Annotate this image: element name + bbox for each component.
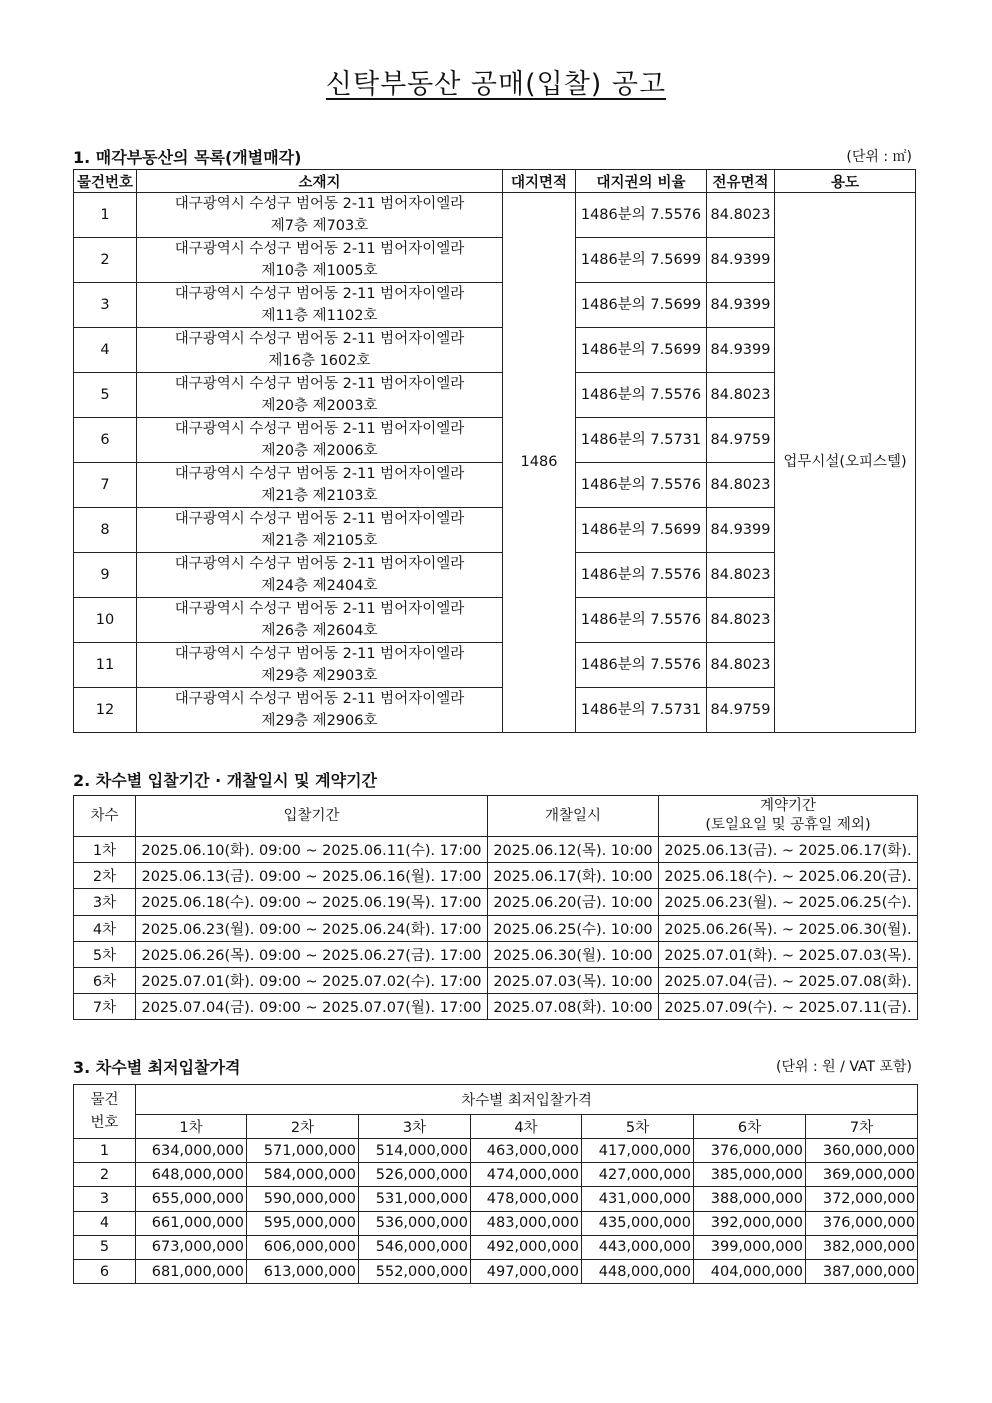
round-cell: 7차 [74, 994, 136, 1020]
header-item-no-line2: 번호 [90, 1114, 119, 1131]
location-line2: 제26층 제2604호 [261, 623, 378, 639]
exclusive-area-cell: 84.8023 [707, 643, 775, 688]
price-cell: 376,000,000 [806, 1211, 918, 1235]
location-cell [137, 418, 503, 463]
land-ratio-cell: 1486분의 7.5699 [576, 328, 707, 373]
location-line1: 대구광역시 수성구 범어동 2-11 범어자이엘라 [174, 241, 465, 257]
contract-period-cell: 2025.07.09(수). ~ 2025.07.11(금). [659, 994, 918, 1020]
price-cell: 613,000,000 [247, 1259, 359, 1283]
price-cell: 382,000,000 [806, 1235, 918, 1259]
land-ratio-cell: 1486분의 7.5576 [576, 463, 707, 508]
price-cell: 431,000,000 [582, 1187, 694, 1211]
item-no-cell: 7 [74, 463, 137, 508]
header-contract-line2: (토일요일 및 공휴일 제외) [705, 817, 871, 833]
location-line2: 제20층 제2003호 [261, 398, 378, 414]
location-cell [137, 508, 503, 553]
table-header-row [74, 170, 916, 193]
location-cell [137, 373, 503, 418]
section1-heading: 1. 매각부동산의 목록(개별매각) [73, 148, 302, 167]
round-cell: 5차 [74, 941, 136, 967]
usage-cell: 업무시설(오피스텔) [775, 193, 916, 733]
location-line1: 대구광역시 수성구 범어동 2-11 범어자이엘라 [174, 466, 465, 482]
table-row [74, 889, 918, 915]
item-no-cell: 10 [74, 598, 137, 643]
price-cell: 584,000,000 [247, 1163, 359, 1187]
contract-period-cell: 2025.06.26(목). ~ 2025.06.30(월). [659, 915, 918, 941]
location-line2: 제20층 제2006호 [261, 443, 378, 459]
bid-period-cell: 2025.07.01(화). 09:00 ~ 2025.07.02(수). 17:00 [136, 967, 488, 993]
price-cell: 497,000,000 [471, 1259, 582, 1283]
round-cell: 4차 [74, 915, 136, 941]
price-cell: 492,000,000 [471, 1235, 582, 1259]
table-row [74, 915, 918, 941]
min-price-table [73, 1084, 918, 1284]
price-cell: 376,000,000 [694, 1139, 806, 1163]
item-no-cell: 8 [74, 508, 137, 553]
header-round-6: 6차 [694, 1115, 806, 1139]
price-cell: 404,000,000 [694, 1259, 806, 1283]
item-no-cell: 4 [74, 328, 137, 373]
exclusive-area-cell: 84.8023 [707, 463, 775, 508]
section3-heading: 3. 차수별 최저입찰가격 [73, 1058, 241, 1077]
location-line2: 제21층 제2103호 [261, 488, 378, 504]
bid-period-cell: 2025.06.26(목). 09:00 ~ 2025.06.27(금). 17:00 [136, 941, 488, 967]
location-line2: 제24층 제2404호 [261, 578, 378, 594]
table-header-row [74, 1085, 918, 1115]
price-cell: 552,000,000 [359, 1259, 471, 1283]
land-ratio-cell: 1486분의 7.5576 [576, 553, 707, 598]
location-line1: 대구광역시 수성구 범어동 2-11 범어자이엘라 [174, 556, 465, 572]
location-line1: 대구광역시 수성구 범어동 2-11 범어자이엘라 [174, 376, 465, 392]
item-no-cell: 6 [74, 1259, 136, 1283]
header-item-no [74, 1085, 136, 1139]
item-no-cell: 4 [74, 1211, 136, 1235]
bid-period-cell: 2025.06.13(금). 09:00 ~ 2025.06.16(월). 17:00 [136, 863, 488, 889]
location-line1: 대구광역시 수성구 범어동 2-11 범어자이엘라 [174, 601, 465, 617]
price-cell: 478,000,000 [471, 1187, 582, 1211]
table-row [74, 1187, 918, 1211]
table-row [74, 1235, 918, 1259]
land-ratio-cell: 1486분의 7.5576 [576, 373, 707, 418]
price-cell: 443,000,000 [582, 1235, 694, 1259]
header-price-group: 차수별 최저입찰가격 [136, 1085, 918, 1115]
item-no-cell: 11 [74, 643, 137, 688]
opening-time-cell: 2025.06.20(금). 10:00 [488, 889, 659, 915]
price-cell: 655,000,000 [136, 1187, 247, 1211]
location-line1: 대구광역시 수성구 범어동 2-11 범어자이엘라 [174, 421, 465, 437]
header-item-no: 물건번호 [74, 170, 137, 193]
exclusive-area-cell: 84.9399 [707, 328, 775, 373]
location-cell [137, 328, 503, 373]
header-item-no-line1: 물건 [90, 1091, 119, 1108]
price-cell: 369,000,000 [806, 1163, 918, 1187]
price-cell: 388,000,000 [694, 1187, 806, 1211]
land-ratio-cell: 1486분의 7.5576 [576, 643, 707, 688]
location-line2: 제29층 제2903호 [261, 668, 378, 684]
location-line2: 제21층 제2105호 [261, 533, 378, 549]
opening-time-cell: 2025.06.12(목). 10:00 [488, 837, 659, 863]
location-line1: 대구광역시 수성구 범어동 2-11 범어자이엘라 [174, 511, 465, 527]
page-title: 신탁부동산 공매(입찰) 공고 [325, 69, 667, 100]
location-cell [137, 598, 503, 643]
contract-period-cell: 2025.06.13(금). ~ 2025.06.17(화). [659, 837, 918, 863]
item-no-cell: 2 [74, 238, 137, 283]
table-row [74, 994, 918, 1020]
price-cell: 526,000,000 [359, 1163, 471, 1187]
land-ratio-cell: 1486분의 7.5731 [576, 418, 707, 463]
table-row [74, 193, 916, 238]
table-row [74, 941, 918, 967]
location-cell [137, 643, 503, 688]
location-cell [137, 283, 503, 328]
round-cell: 6차 [74, 967, 136, 993]
exclusive-area-cell: 84.8023 [707, 553, 775, 598]
table-row [74, 967, 918, 993]
land-ratio-cell: 1486분의 7.5576 [576, 598, 707, 643]
price-cell: 463,000,000 [471, 1139, 582, 1163]
price-cell: 634,000,000 [136, 1139, 247, 1163]
price-cell: 385,000,000 [694, 1163, 806, 1187]
price-cell: 360,000,000 [806, 1139, 918, 1163]
header-round-3: 3차 [359, 1115, 471, 1139]
location-cell [137, 193, 503, 238]
header-round-4: 4차 [471, 1115, 582, 1139]
exclusive-area-cell: 84.9399 [707, 508, 775, 553]
contract-period-cell: 2025.06.23(월). ~ 2025.06.25(수). [659, 889, 918, 915]
exclusive-area-cell: 84.9759 [707, 688, 775, 733]
table-row [74, 1211, 918, 1235]
header-round-1: 1차 [136, 1115, 247, 1139]
bid-period-cell: 2025.06.10(화). 09:00 ~ 2025.06.11(수). 17:00 [136, 837, 488, 863]
header-exclusive-area: 전유면적 [707, 170, 775, 193]
item-no-cell: 2 [74, 1163, 136, 1187]
bid-period-cell: 2025.06.18(수). 09:00 ~ 2025.06.19(목). 17:00 [136, 889, 488, 915]
exclusive-area-cell: 84.9759 [707, 418, 775, 463]
item-no-cell: 1 [74, 1139, 136, 1163]
location-cell [137, 463, 503, 508]
land-ratio-cell: 1486분의 7.5731 [576, 688, 707, 733]
price-cell: 483,000,000 [471, 1211, 582, 1235]
price-cell: 474,000,000 [471, 1163, 582, 1187]
location-cell [137, 688, 503, 733]
location-cell [137, 238, 503, 283]
contract-period-cell: 2025.07.01(화). ~ 2025.07.03(목). [659, 941, 918, 967]
header-round-7: 7차 [806, 1115, 918, 1139]
exclusive-area-cell: 84.8023 [707, 598, 775, 643]
price-cell: 606,000,000 [247, 1235, 359, 1259]
item-no-cell: 1 [74, 193, 137, 238]
price-cell: 681,000,000 [136, 1259, 247, 1283]
land-ratio-cell: 1486분의 7.5699 [576, 508, 707, 553]
location-line1: 대구광역시 수성구 범어동 2-11 범어자이엘라 [174, 331, 465, 347]
location-line1: 대구광역시 수성구 범어동 2-11 범어자이엘라 [174, 196, 465, 212]
location-cell [137, 553, 503, 598]
header-land-ratio: 대지권의 비율 [576, 170, 707, 193]
table-row [74, 1139, 918, 1163]
price-cell: 399,000,000 [694, 1235, 806, 1259]
exclusive-area-cell: 84.8023 [707, 193, 775, 238]
item-no-cell: 5 [74, 373, 137, 418]
table-row [74, 837, 918, 863]
location-line1: 대구광역시 수성구 범어동 2-11 범어자이엘라 [174, 691, 465, 707]
opening-time-cell: 2025.07.03(목). 10:00 [488, 967, 659, 993]
bid-period-cell: 2025.07.04(금). 09:00 ~ 2025.07.07(월). 17:00 [136, 994, 488, 1020]
header-bid-period: 입찰기간 [136, 796, 488, 837]
opening-time-cell: 2025.07.08(화). 10:00 [488, 994, 659, 1020]
bid-period-cell: 2025.06.23(월). 09:00 ~ 2025.06.24(화). 17:00 [136, 915, 488, 941]
header-round: 차수 [74, 796, 136, 837]
header-usage: 용도 [775, 170, 916, 193]
table-header-row [74, 796, 918, 837]
location-line2: 제29층 제2906호 [261, 713, 378, 729]
schedule-table [73, 795, 918, 1020]
land-ratio-cell: 1486분의 7.5576 [576, 193, 707, 238]
exclusive-area-cell: 84.8023 [707, 373, 775, 418]
table-subheader-row [74, 1115, 918, 1139]
price-cell: 546,000,000 [359, 1235, 471, 1259]
contract-period-cell: 2025.07.04(금). ~ 2025.07.08(화). [659, 967, 918, 993]
property-list-table [73, 169, 916, 733]
header-contract-period [659, 796, 918, 837]
opening-time-cell: 2025.06.25(수). 10:00 [488, 915, 659, 941]
header-round-5: 5차 [582, 1115, 694, 1139]
section1-unit: (단위 : ㎡) [846, 149, 912, 165]
price-cell: 448,000,000 [582, 1259, 694, 1283]
opening-time-cell: 2025.06.30(월). 10:00 [488, 941, 659, 967]
price-cell: 387,000,000 [806, 1259, 918, 1283]
item-no-cell: 3 [74, 283, 137, 328]
location-line1: 대구광역시 수성구 범어동 2-11 범어자이엘라 [174, 646, 465, 662]
land-area-cell: 1486 [503, 193, 576, 733]
land-ratio-cell: 1486분의 7.5699 [576, 283, 707, 328]
item-no-cell: 3 [74, 1187, 136, 1211]
header-land-area: 대지면적 [503, 170, 576, 193]
price-cell: 673,000,000 [136, 1235, 247, 1259]
price-cell: 595,000,000 [247, 1211, 359, 1235]
header-opening-time: 개찰일시 [488, 796, 659, 837]
exclusive-area-cell: 84.9399 [707, 238, 775, 283]
price-cell: 536,000,000 [359, 1211, 471, 1235]
header-location: 소재지 [137, 170, 503, 193]
price-cell: 372,000,000 [806, 1187, 918, 1211]
location-line2: 제16층 1602호 [268, 353, 371, 369]
header-round-2: 2차 [247, 1115, 359, 1139]
location-line1: 대구광역시 수성구 범어동 2-11 범어자이엘라 [174, 286, 465, 302]
price-cell: 571,000,000 [247, 1139, 359, 1163]
price-cell: 417,000,000 [582, 1139, 694, 1163]
item-no-cell: 5 [74, 1235, 136, 1259]
contract-period-cell: 2025.06.18(수). ~ 2025.06.20(금). [659, 863, 918, 889]
exclusive-area-cell: 84.9399 [707, 283, 775, 328]
round-cell: 2차 [74, 863, 136, 889]
section3-unit: (단위 : 원 / VAT 포함) [776, 1059, 912, 1075]
location-line2: 제10층 제1005호 [261, 263, 378, 279]
price-cell: 392,000,000 [694, 1211, 806, 1235]
price-cell: 590,000,000 [247, 1187, 359, 1211]
opening-time-cell: 2025.06.17(화). 10:00 [488, 863, 659, 889]
item-no-cell: 9 [74, 553, 137, 598]
header-contract-line1: 계약기간 [759, 798, 817, 814]
price-cell: 514,000,000 [359, 1139, 471, 1163]
section2-heading: 2. 차수별 입찰기간 · 개찰일시 및 계약기간 [73, 771, 378, 790]
price-cell: 661,000,000 [136, 1211, 247, 1235]
location-line2: 제7층 제703호 [270, 218, 369, 234]
round-cell: 3차 [74, 889, 136, 915]
price-cell: 427,000,000 [582, 1163, 694, 1187]
table-row [74, 1163, 918, 1187]
location-line2: 제11층 제1102호 [261, 308, 378, 324]
item-no-cell: 6 [74, 418, 137, 463]
price-cell: 435,000,000 [582, 1211, 694, 1235]
item-no-cell: 12 [74, 688, 137, 733]
land-ratio-cell: 1486분의 7.5699 [576, 238, 707, 283]
price-cell: 531,000,000 [359, 1187, 471, 1211]
table-row [74, 863, 918, 889]
round-cell: 1차 [74, 837, 136, 863]
price-cell: 648,000,000 [136, 1163, 247, 1187]
table-row [74, 1259, 918, 1283]
